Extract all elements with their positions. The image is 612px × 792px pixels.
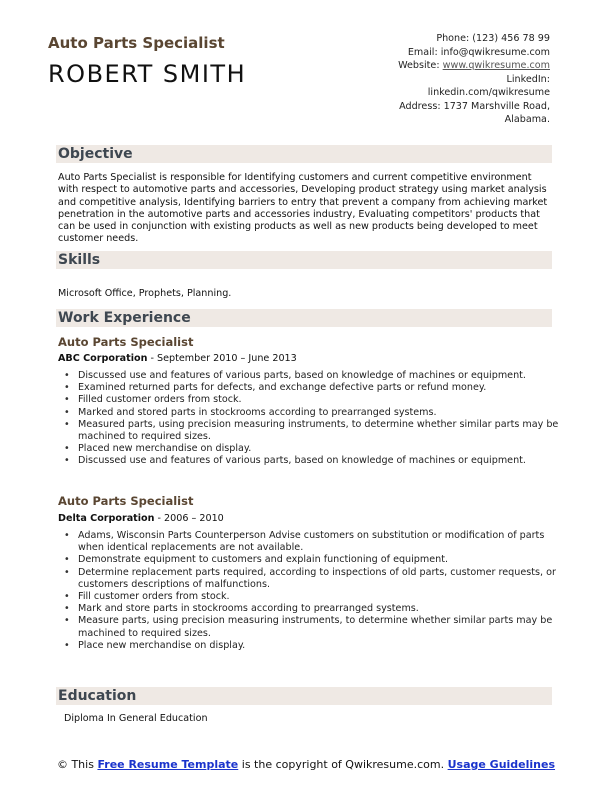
list-item: • Fill customer orders from stock. <box>78 591 568 603</box>
job-2-company: Delta Corporation <box>58 513 155 524</box>
list-item: • Filled customer orders from stock. <box>78 394 568 406</box>
list-item: • Measured parts, using precision measuring instruments, to determine whether similar parts may be machined to required sizes. <box>78 419 568 443</box>
list-item: • Adams, Wisconsin Parts Counterperson Advise customers on substitution or modification of parts when identical replacements are not available. <box>78 530 568 554</box>
list-item: • Determine replacement parts required, according to inspections of old parts, customer requests, or customers descriptions of malfunctions. <box>78 567 568 591</box>
skills-text: Microsoft Office, Prophets, Planning. <box>58 288 232 299</box>
footer-prefix: © This <box>56 758 98 771</box>
list-item: • Examined returned parts for defects, and exchange defective parts or refund money. <box>78 382 568 394</box>
list-item: • Discussed use and features of various parts, based on knowledge of machines or equipment. <box>78 455 568 467</box>
phone: Phone: (123) 456 78 99 <box>436 33 550 44</box>
contact-block <box>398 32 550 127</box>
job-1-title: Auto Parts Specialist <box>58 335 194 349</box>
list-item: • Discussed use and features of various parts, based on knowledge of machines or equipment. <box>78 370 568 382</box>
list-item: • Marked and stored parts in stockrooms according to prearranged systems. <box>78 407 568 419</box>
job-1-bullets <box>58 370 568 468</box>
skills-heading: Skills <box>56 251 552 269</box>
job-1-company-line <box>58 353 297 364</box>
job-2-title: Auto Parts Specialist <box>58 494 194 508</box>
objective-text: Auto Parts Specialist is responsible for Identifying customers and current competitive environment with respect to automotive parts and accessories, Developing product strategy using market analysis and competitive analysis, Identifying barriers to entry that prevent a company from achieving market penetration in the automotive parts and accessories industry, Evaluating competitors' products that can be used in conjunction with existing products as well as new products being developed to meet customer needs. <box>58 172 548 245</box>
list-item: • Placed new merchandise on display. <box>78 443 568 455</box>
job-1-company: ABC Corporation <box>58 353 148 364</box>
website-label: Website: <box>398 60 443 71</box>
linkedin-label: LinkedIn: <box>506 73 550 85</box>
job-2-bullets <box>58 530 568 652</box>
list-item: • Place new merchandise on display. <box>78 640 568 652</box>
job-1-dates: - September 2010 – June 2013 <box>147 353 297 364</box>
footer-middle: is the copyright of Qwikresume.com. <box>238 758 448 771</box>
website-link[interactable]: www.qwikresume.com <box>442 60 550 71</box>
list-item: • Mark and store parts in stockrooms according to prearranged systems. <box>78 603 568 615</box>
list-item: • Demonstrate equipment to customers and explain functioning of equipment. <box>78 554 568 566</box>
candidate-name: ROBERT SMITH <box>48 60 247 88</box>
job-title: Auto Parts Specialist <box>48 34 225 52</box>
linkedin: linkedin.com/qwikresume <box>427 87 550 98</box>
free-resume-template-link[interactable]: Free Resume Template <box>97 758 239 771</box>
objective-heading: Objective <box>56 145 552 163</box>
footer <box>40 758 572 771</box>
address-line1: Address: 1737 Marshville Road, <box>399 100 550 112</box>
email: Email: info@qwikresume.com <box>407 46 550 58</box>
job-2-dates: - 2006 – 2010 <box>154 513 224 524</box>
education-heading: Education <box>56 687 552 705</box>
address-line2: Alabama. <box>504 114 550 125</box>
usage-guidelines-link[interactable]: Usage Guidelines <box>447 758 556 771</box>
work-heading: Work Experience <box>56 309 552 327</box>
job-2-company-line <box>58 513 224 524</box>
list-item: • Measure parts, using precision measuring instruments, to determine whether similar parts may be machined to required sizes. <box>78 615 568 639</box>
education-text: Diploma In General Education <box>64 713 208 724</box>
